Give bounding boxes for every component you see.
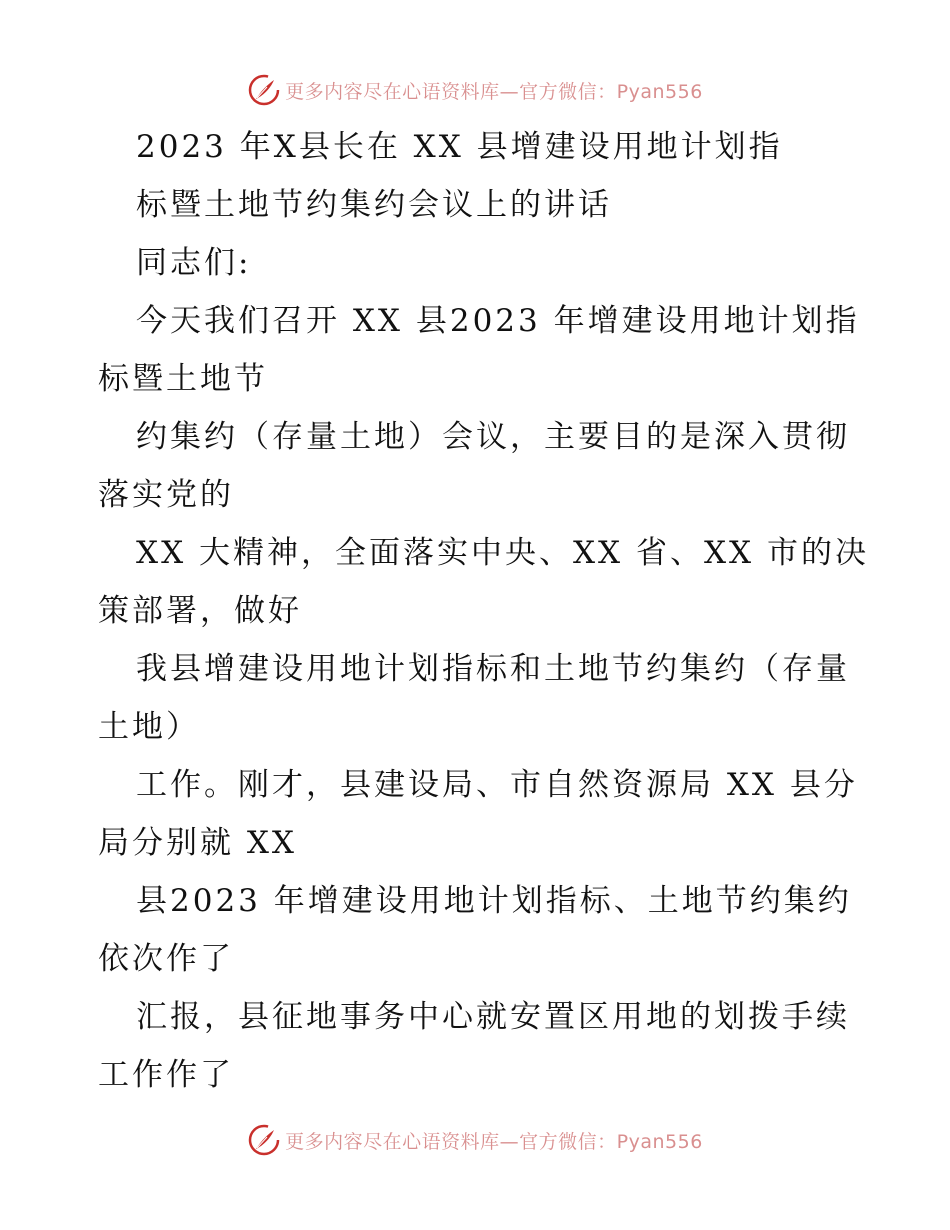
doc-line: XX 大精神，全面落实中央、XX 省、XX 市的决 xyxy=(136,535,869,571)
doc-line: 汇报，县征地事务中心就安置区用地的划拨手续 xyxy=(136,999,850,1035)
feather-pen-logo-icon xyxy=(247,1123,281,1157)
doc-line: 约集约（存量土地）会议，主要目的是深入贯彻 xyxy=(136,419,850,455)
doc-line-title-2: 标暨土地节约集约会议上的讲话 xyxy=(136,187,612,223)
doc-line-salutation: 同志们: xyxy=(136,245,252,281)
header-watermark-text: 更多内容尽在心语资料库—官方微信：Pyan556 xyxy=(285,80,703,103)
doc-line: 土地） xyxy=(98,709,200,745)
doc-line: 我县增建设用地计划指标和土地节约集约（存量 xyxy=(136,651,850,687)
doc-line: 工作作了 xyxy=(98,1057,234,1093)
doc-line: 县2023 年增建设用地计划指标、土地节约集约 xyxy=(136,883,852,919)
doc-line: 局分别就 XX xyxy=(98,825,297,861)
feather-pen-logo-icon xyxy=(247,73,281,107)
doc-line: 策部署，做好 xyxy=(98,593,302,629)
doc-line: 落实党的 xyxy=(98,477,234,513)
doc-line: 工作。刚才，县建设局、市自然资源局 XX 县分 xyxy=(136,767,858,803)
doc-line: 今天我们召开 XX 县2023 年增建设用地计划指 xyxy=(136,303,860,339)
doc-line: 依次作了 xyxy=(98,941,234,977)
doc-line: 标暨土地节 xyxy=(98,361,268,397)
doc-line-title-1: 2023 年X县长在 XX 县增建设用地计划指 xyxy=(136,129,783,165)
footer-watermark-text: 更多内容尽在心语资料库—官方微信：Pyan556 xyxy=(285,1130,703,1153)
header-watermark-banner xyxy=(0,70,950,110)
footer-watermark-banner xyxy=(0,1120,950,1160)
